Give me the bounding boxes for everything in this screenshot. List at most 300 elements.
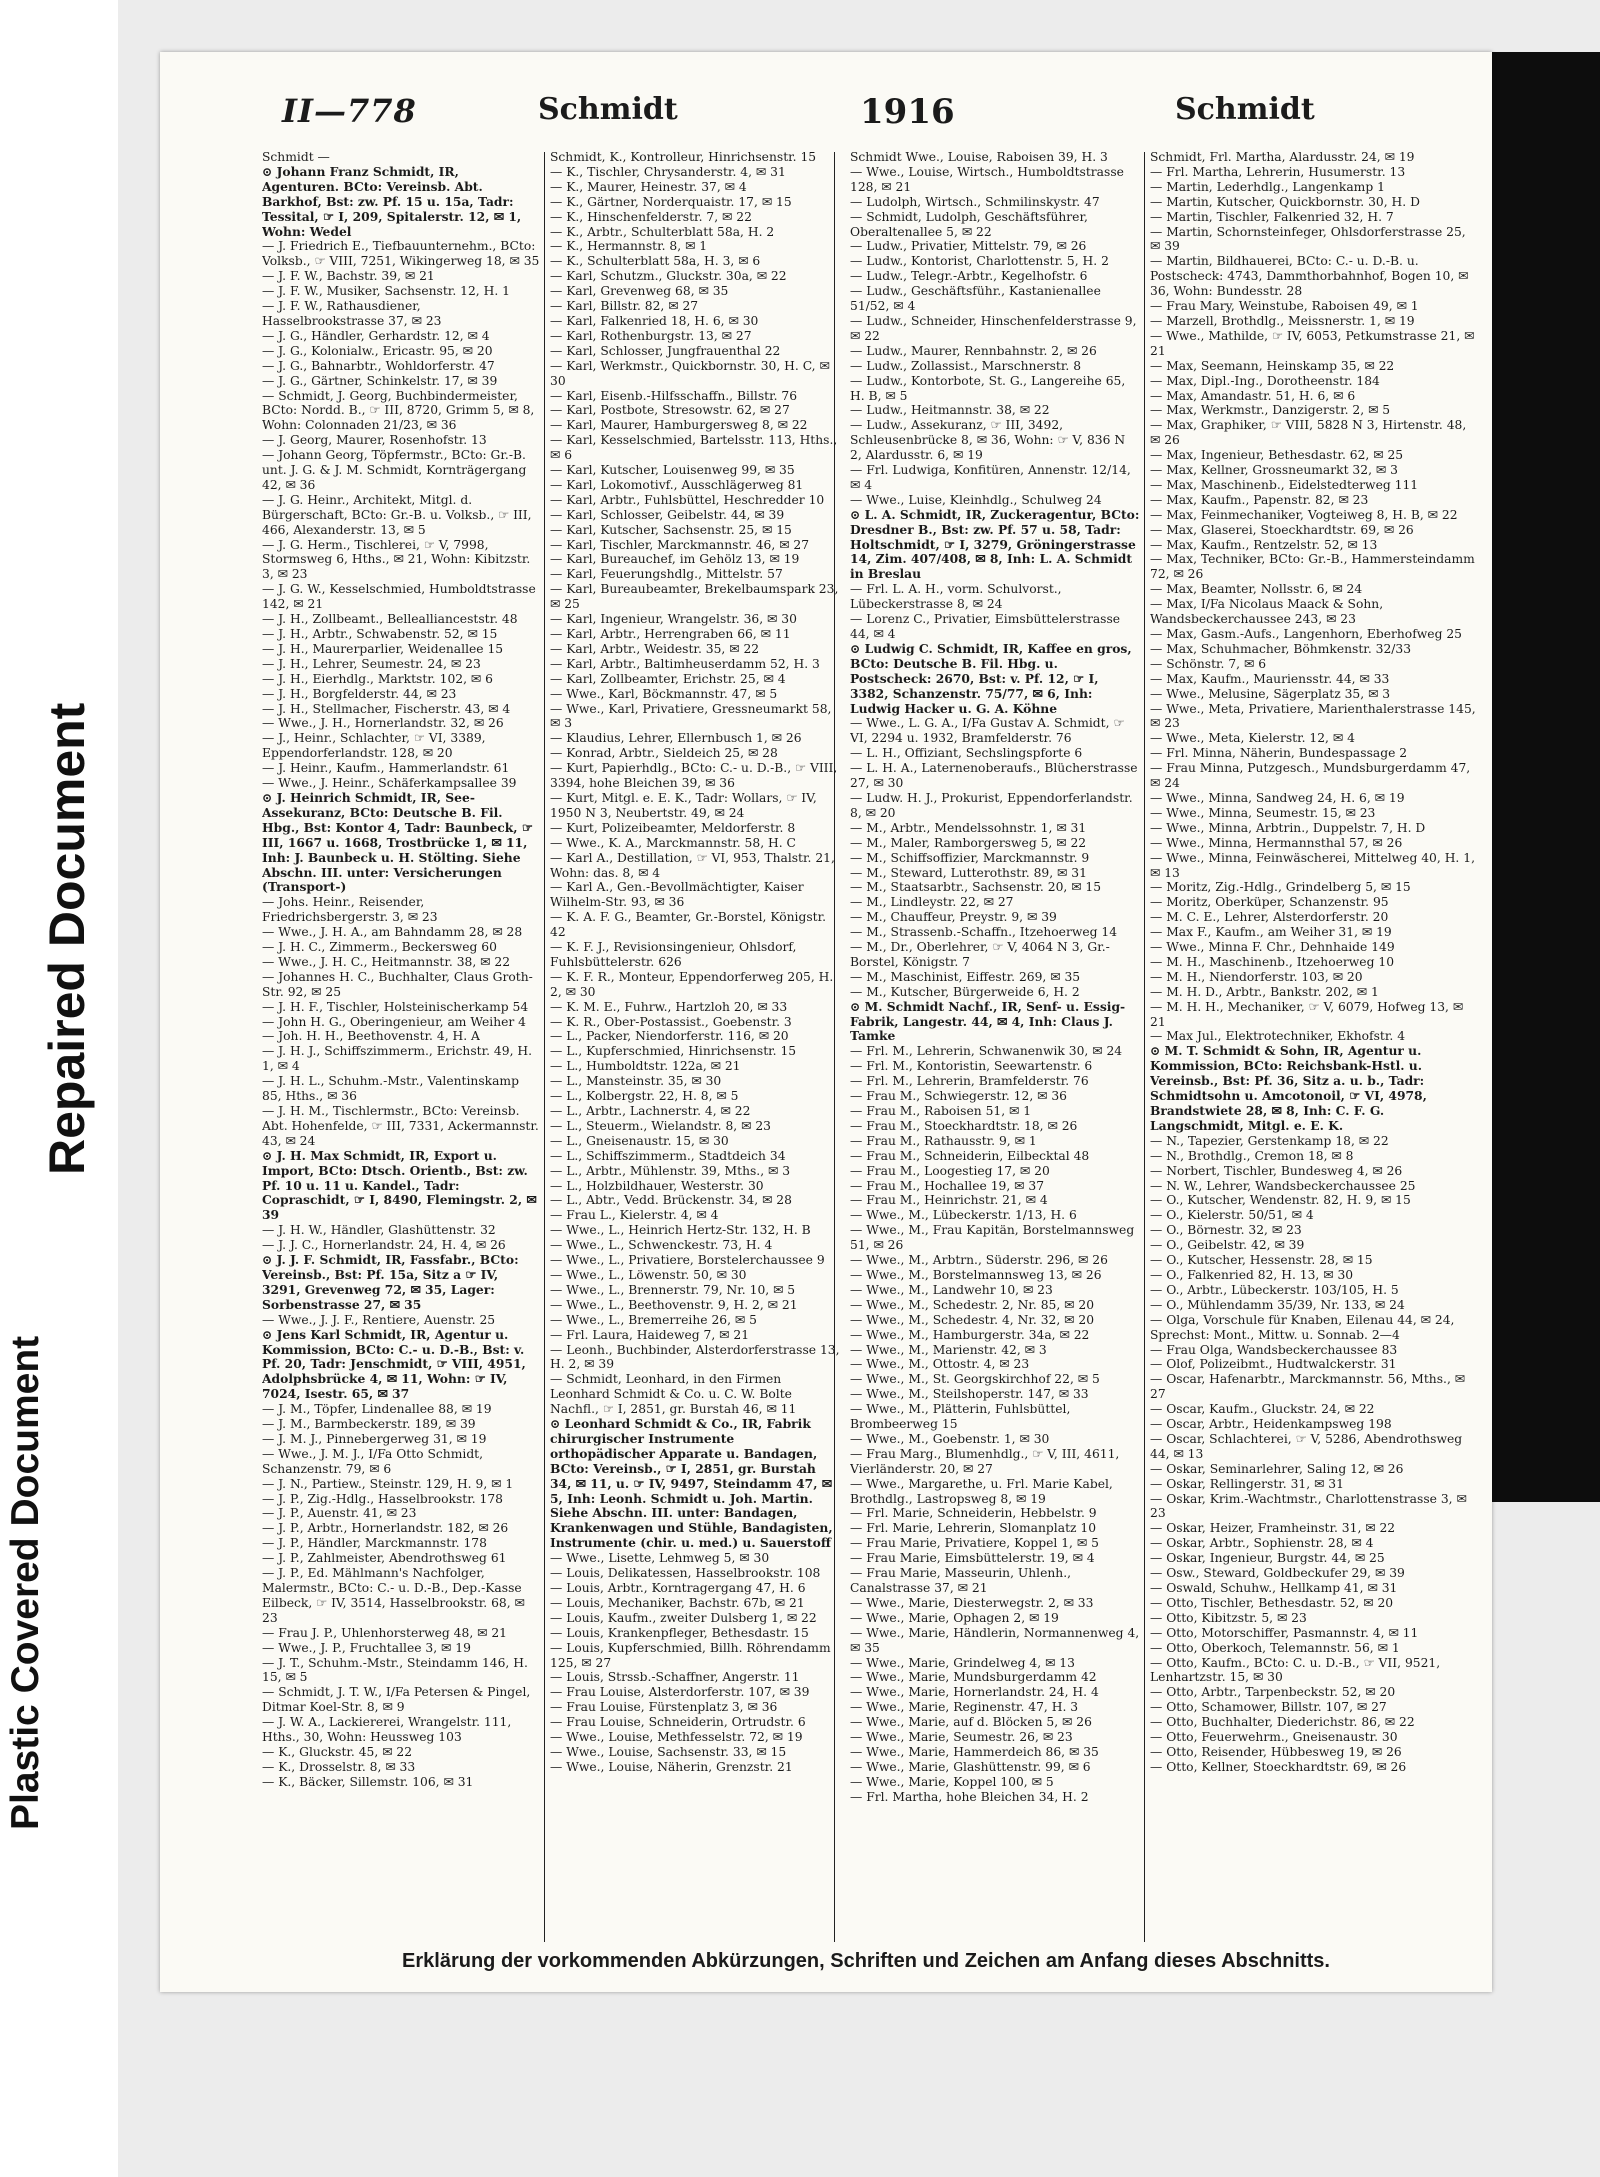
directory-entry: — Wwe., Lisette, Lehmweg 5, ✉ 30 xyxy=(550,1551,770,1566)
directory-entry: — Wwe., M., Hamburgerstr. 34a, ✉ 22 xyxy=(850,1327,1090,1342)
directory-entry: — M., Steward, Lutterothstr. 89, ✉ 31 xyxy=(850,865,1087,880)
directory-entry: — M. H., Niendorferstr. 103, ✉ 20 xyxy=(1150,969,1363,984)
directory-entry: — Frau Louise, Schneiderin, Ortrudstr. 6 xyxy=(550,1715,806,1730)
directory-entry: — J. T., Schuhm.-Mstr., Steindamm 146, H. 15, ✉ 5 xyxy=(262,1655,528,1685)
directory-entry: — M., Staatsarbtr., Sachsenstr. 20, ✉ 15 xyxy=(850,880,1102,895)
directory-entry: — Oscar, Kaufm., Gluckstr. 24, ✉ 22 xyxy=(1150,1402,1375,1417)
directory-entry: — Otto, Feuerwehrm., Gneisenaustr. 30 xyxy=(1150,1730,1398,1745)
directory-entry: — Konrad, Arbtr., Sieldeich 25, ✉ 28 xyxy=(550,746,778,761)
directory-entry: — Max, Maschinenb., Eidelstedterweg 111 xyxy=(1150,477,1419,492)
directory-entry: Schmidt Wwe., Louise, Raboisen 39, H. 3 xyxy=(850,150,1108,164)
directory-entry: — Osw., Steward, Goldbeckufer 29, ✉ 39 xyxy=(1150,1566,1405,1581)
directory-entry: ⊙ J. Heinrich Schmidt, IR, See-Assekuranz, BCto: Deutsche B. Fil. Hbg., Bst: Kontor 4, Tadr: Baunbeck, ☞ III, 1667 u. 1668, Trostbrücke 1, ✉ 11, Inh: J. Baunbeck u. H. Stölting. Siehe Abschn. III. unter: Versicherungen (Transport-) xyxy=(262,789,533,895)
directory-entry: — Max, I/Fa Nicolaus Maack & Sohn, Wandsbeckerchaussee 243, ✉ 23 xyxy=(1150,597,1384,627)
directory-entry: — Wwe., M., St. Georgskirchhof 22, ✉ 5 xyxy=(850,1372,1100,1387)
directory-entry: — Otto, Schamower, Billstr. 107, ✉ 27 xyxy=(1150,1700,1387,1715)
directory-entry: — Karl, Rothenburgstr. 13, ✉ 27 xyxy=(550,328,752,343)
directory-entry: — L., Holzbildhauer, Westerstr. 30 xyxy=(550,1178,764,1193)
directory-entry: — Schönstr. 7, ✉ 6 xyxy=(1150,656,1267,671)
directory-entry: — J. Heinr., Kaufm., Hammerlandstr. 61 xyxy=(262,761,510,776)
directory-entry: — Max, Kaufm., Rentzelstr. 52, ✉ 13 xyxy=(1150,537,1378,552)
directory-entry: — Wwe., Margarethe, u. Frl. Marie Kabel, Brothdlg., Lastropsweg 8, ✉ 19 xyxy=(850,1476,1113,1506)
directory-entry: — Karl, Falkenried 18, H. 6, ✉ 30 xyxy=(550,313,759,328)
directory-entry: — Wwe., L., Brennerstr. 79, Nr. 10, ✉ 5 xyxy=(550,1282,796,1297)
directory-entry: — Wwe., Mathilde, ☞ IV, 6053, Petkumstrasse 21, ✉ 21 xyxy=(1150,328,1475,358)
directory-entry: — Frau L., Kielerstr. 4, ✉ 4 xyxy=(550,1208,719,1223)
directory-entry: — J. H., Zollbeamt., Belleallianceststr. 48 xyxy=(262,612,518,627)
directory-entry: — Kurt, Polizeibeamter, Meldorferstr. 8 xyxy=(550,820,796,835)
directory-entry: — Karl, Grevenweg 68, ✉ 35 xyxy=(550,284,729,299)
directory-entry: — Leonh., Buchbinder, Alsterdorferstrasse 13, H. 2, ✉ 39 xyxy=(550,1342,840,1372)
directory-entry: — J. P., Auenstr. 41, ✉ 23 xyxy=(262,1506,417,1521)
directory-entry: — Wwe., L. G. A., I/Fa Gustav A. Schmidt, ☞ VI, 2294 u. 1932, Bramfelderstr. 76 xyxy=(850,716,1125,746)
directory-entry: — Frl. Marie, Lehrerin, Slomanplatz 10 xyxy=(850,1521,1097,1536)
directory-entry: — J. Friedrich E., Tiefbauunternehm., BCto: Volksb., ☞ VIII, 7251, Wikingerweg 18, ✉ 35 xyxy=(262,239,540,269)
column-3 xyxy=(850,150,1140,1945)
directory-entry: — J. P., Arbtr., Hornerlandstr. 182, ✉ 26 xyxy=(262,1521,509,1536)
directory-entry: — Wwe., K. A., Marckmannstr. 58, H. C xyxy=(550,835,796,850)
directory-entry: — Ludw. H. J., Prokurist, Eppendorferlandstr. 8, ✉ 20 xyxy=(850,790,1133,820)
directory-entry: — Karl, Arbtr., Baltimheuserdamm 52, H. 3 xyxy=(550,656,820,671)
directory-entry: — Wwe., Louise, Wirtsch., Humboldtstrasse 128, ✉ 21 xyxy=(850,164,1124,194)
directory-entry: — Wwe., Marie, auf d. Blöcken 5, ✉ 26 xyxy=(850,1715,1092,1730)
directory-entry: — Karl, Werkmstr., Quickbornstr. 30, H. C, ✉ 30 xyxy=(550,358,830,388)
directory-entry: — Schmidt, J. Georg, Buchbindermeister, BCto: Nordd. B., ☞ III, 8720, Grimm 5, ✉ 8, Wohn: Colonnaden 21/23, ✉ 36 xyxy=(262,388,535,433)
directory-entry: — N., Brothdlg., Cremon 18, ✉ 8 xyxy=(1150,1148,1354,1163)
directory-entry: — L., Abtr., Vedd. Brückenstr. 34, ✉ 28 xyxy=(550,1193,792,1208)
directory-entry: — Ludw., Zollassist., Marschnerstr. 8 xyxy=(850,358,1082,373)
directory-entry: — Frl. Martha, hohe Bleichen 34, H. 2 xyxy=(850,1789,1089,1804)
directory-entry: — Frau M., Schneiderin, Eilbecktal 48 xyxy=(850,1148,1090,1163)
directory-entry: — Frl. Martha, Lehrerin, Husumerstr. 13 xyxy=(1150,164,1406,179)
directory-entry: — J. G. W., Kesselschmied, Humboldtstrasse 142, ✉ 21 xyxy=(262,582,536,612)
directory-entry: — Frau Marie, Privatiere, Koppel 1, ✉ 5 xyxy=(850,1536,1099,1551)
directory-entry: — L., Packer, Niendorferstr. 116, ✉ 20 xyxy=(550,1029,789,1044)
directory-entry: — Max, Amandastr. 51, H. 6, ✉ 6 xyxy=(1150,388,1356,403)
directory-entry: — John H. G., Oberingenieur, am Weiher 4 xyxy=(262,1014,526,1029)
directory-entry: — Wwe., Karl, Böckmannstr. 47, ✉ 5 xyxy=(550,686,778,701)
directory-entry: — O., Geibelstr. 42, ✉ 39 xyxy=(1150,1238,1305,1253)
directory-entry: — Karl, Zollbeamter, Erichstr. 25, ✉ 4 xyxy=(550,671,786,686)
directory-entry: — Max, Schuhmacher, Böhmkenstr. 32/33 xyxy=(1150,641,1412,656)
directory-entry: — Olga, Vorschule für Knaben, Eilenau 44, ✉ 24, Sprechst: Mont., Mittw. u. Sonnab. 2—4 xyxy=(1150,1312,1455,1342)
directory-entry: — Karl, Schlosser, Jungfrauenthal 22 xyxy=(550,343,781,358)
directory-entry: — Wwe., Melusine, Sägerplatz 35, ✉ 3 xyxy=(1150,686,1391,701)
directory-entry: — J. H. L., Schuhm.-Mstr., Valentinskamp 85, Hths., ✉ 36 xyxy=(262,1074,519,1104)
column-1 xyxy=(262,150,540,1945)
directory-entry: — Schmidt, Leonhard, in den Firmen Leonhard Schmidt & Co. u. C. W. Bolte Nachfl., ☞ I, 2851, gr. Burstah 46, ✉ 11 xyxy=(550,1372,797,1417)
directory-entry: — Wwe., Marie, Reginenstr. 47, H. 3 xyxy=(850,1700,1079,1715)
directory-entry: — Ludw., Kontorbote, St. G., Langereihe 65, H. B, ✉ 5 xyxy=(850,373,1126,403)
directory-entry: — Max, Kellner, Grossneumarkt 32, ✉ 3 xyxy=(1150,463,1398,478)
directory-entry: — Wwe., Marie, Händlerin, Normannenweg 4, ✉ 35 xyxy=(850,1625,1140,1655)
directory-entry: — Wwe., M., Goebenstr. 1, ✉ 30 xyxy=(850,1431,1050,1446)
directory-entry: — Wwe., Minna, Sandweg 24, H. 6, ✉ 19 xyxy=(1150,790,1405,805)
directory-entry: — M., Dr., Oberlehrer, ☞ V, 4064 N 3, Gr.-Borstel, Königstr. 7 xyxy=(850,940,1110,969)
directory-entry: — Max, Techniker, BCto: Gr.-B., Hammersteindamm 72, ✉ 26 xyxy=(1150,552,1475,582)
directory-entry: — Johannes H. C., Buchhalter, Claus Groth-Str. 92, ✉ 25 xyxy=(262,969,533,999)
directory-entry: — Frl. M., Kontoristin, Seewartenstr. 6 xyxy=(850,1059,1093,1074)
directory-entry: — Kurt, Mitgl. e. E. K., Tadr: Wollars, ☞ IV, 1950 N 3, Neubertstr. 49, ✉ 24 xyxy=(550,790,817,820)
abbreviation-footnote: Erklärung der vorkommenden Abkürzungen, Schriften und Zeichen am Anfang dieses Abschnitts. xyxy=(402,1950,1330,1972)
directory-entry: — Oskar, Krim.-Wachtmstr., Charlottenstrasse 3, ✉ 23 xyxy=(1150,1491,1467,1521)
directory-entry: — Wwe., J. M. J., I/Fa Otto Schmidt, Schanzenstr. 79, ✉ 6 xyxy=(262,1446,484,1476)
directory-entry: — Frl. Marie, Schneiderin, Hebbelstr. 9 xyxy=(850,1506,1097,1521)
directory-entry: — Karl, Arbtr., Weidestr. 35, ✉ 22 xyxy=(550,641,760,656)
directory-entry: — Oscar, Arbtr., Heidenkampsweg 198 xyxy=(1150,1417,1392,1432)
directory-entry: — Max, Beamter, Nollsstr. 6, ✉ 24 xyxy=(1150,582,1363,597)
directory-entry: — Karl, Lokomotivf., Ausschlägerweg 81 xyxy=(550,477,804,492)
directory-entry: — Frl. Ludwiga, Konfitüren, Annenstr. 12/14, ✉ 4 xyxy=(850,463,1131,492)
directory-entry: — K., Gluckstr. 45, ✉ 22 xyxy=(262,1744,413,1759)
directory-entry: — Lorenz C., Privatier, Eimsbüttelerstrasse 44, ✉ 4 xyxy=(850,612,1121,641)
directory-entry: — Martin, Tischler, Falkenried 32, H. 7 xyxy=(1150,209,1394,224)
directory-entry: — J. P., Zig.-Hdlg., Hasselbrookstr. 178 xyxy=(262,1491,504,1506)
directory-entry: — Frau J. P., Uhlenhorsterweg 48, ✉ 21 xyxy=(262,1625,508,1640)
directory-entry: — J. H., Borgfelderstr. 44, ✉ 23 xyxy=(262,686,457,701)
directory-entry: — J. G., Kolonialw., Ericastr. 95, ✉ 20 xyxy=(262,343,493,358)
directory-entry: — Max, Seemann, Heinskamp 35, ✉ 22 xyxy=(1150,358,1395,373)
column-4 xyxy=(1150,150,1478,1945)
directory-entry: — Norbert, Tischler, Bundesweg 4, ✉ 26 xyxy=(1150,1163,1403,1178)
directory-entry: — L., Kolbergstr. 22, H. 8, ✉ 5 xyxy=(550,1089,739,1104)
directory-entry: — K., Maurer, Heinestr. 37, ✉ 4 xyxy=(550,179,747,194)
directory-entry: Schmidt, Frl. Martha, Alardusstr. 24, ✉ 19 xyxy=(1150,150,1415,164)
scan-edge-strip xyxy=(1490,52,1600,1502)
directory-entry: — J. M., Töpfer, Lindenallee 88, ✉ 19 xyxy=(262,1402,492,1417)
directory-entry: — Ludw., Assekuranz, ☞ III, 3492, Schleusenbrücke 8, ✉ 36, Wohn: ☞ V, 836 N 2, Alardusstr. 6, ✉ 19 xyxy=(850,418,1126,463)
directory-entry: — Max, Werkmstr., Danzigerstr. 2, ✉ 5 xyxy=(1150,403,1391,418)
directory-entry: — Schmidt, J. T. W., I/Fa Petersen & Pingel, Ditmar Koel-Str. 8, ✉ 9 xyxy=(262,1685,531,1715)
directory-entry: — Frau Minna, Putzgesch., Mundsburgerdamm 47, ✉ 24 xyxy=(1150,761,1471,791)
directory-entry: — Wwe., M., Arbtrn., Süderstr. 296, ✉ 26 xyxy=(850,1253,1108,1268)
directory-entry: — Max, Kaufm., Mauriensstr. 44, ✉ 33 xyxy=(1150,671,1390,686)
directory-entry: — K., Arbtr., Schulterblatt 58a, H. 2 xyxy=(550,224,775,239)
directory-entry: — Marzell, Brothdlg., Meissnerstr. 1, ✉ 19 xyxy=(1150,313,1415,328)
directory-entry: ⊙ Ludwig C. Schmidt, IR, Kaffee en gros, BCto: Deutsche B. Fil. Hbg. u. Postscheck: 2670, Bst: v. Pf. 12, ☞ I, 3382, Schanzenstr. 75/77, ✉ 6, Inh: Ludwig Hacker u. G. A. Köhne xyxy=(850,640,1132,716)
directory-entry: — L., Mansteinstr. 35, ✉ 30 xyxy=(550,1074,722,1089)
directory-entry: — L., Steuerm., Wielandstr. 8, ✉ 23 xyxy=(550,1118,771,1133)
directory-entry: — Klaudius, Lehrer, Ellernbusch 1, ✉ 26 xyxy=(550,731,802,746)
directory-entry: — L., Humboldtstr. 122a, ✉ 21 xyxy=(550,1059,741,1074)
directory-entry: — Karl, Kutscher, Louisenweg 99, ✉ 35 xyxy=(550,463,795,478)
directory-entry: — Wwe., M., Frau Kapitän, Borstelmannsweg 51, ✉ 26 xyxy=(850,1223,1135,1253)
directory-entry: — J. G. Heinr., Architekt, Mitgl. d. Bürgerschaft, BCto: Gr.-B. u. Volksb., ☞ III, 466, Alexanderstr. 13, ✉ 5 xyxy=(262,492,532,537)
directory-entry: — J. M. J., Pinnebergerweg 31, ✉ 19 xyxy=(262,1431,487,1446)
directory-entry: — Frl. M., Lehrerin, Schwanenwik 30, ✉ 24 xyxy=(850,1044,1123,1059)
directory-entry: — Otto, Motorschiffer, Pasmannstr. 4, ✉ 11 xyxy=(1150,1625,1419,1640)
directory-entry: — K. R., Ober-Postassist., Goebenstr. 3 xyxy=(550,1014,792,1029)
directory-entry: — J. G., Gärtner, Schinkelstr. 17, ✉ 39 xyxy=(262,373,498,388)
directory-entry: — Martin, Bildhauerei, BCto: C.- u. D.-B. u. Postscheck: 4743, Dammthorbahnhof, Bogen 10, ✉ 36, Wohn: Bundesstr. 28 xyxy=(1150,254,1469,299)
directory-entry: — Wwe., Louise, Methfesselstr. 72, ✉ 19 xyxy=(550,1730,803,1745)
directory-entry: — L. H. A., Laternenoberaufs., Blücherstrasse 27, ✉ 30 xyxy=(850,761,1138,791)
directory-entry: — Max F., Kaufm., am Weiher 31, ✉ 19 xyxy=(1150,925,1392,940)
directory-entry: — Wwe., J. J. F., Rentiere, Auenstr. 25 xyxy=(262,1312,496,1327)
directory-entry: — M., Strassenb.-Schaffn., Itzehoerweg 14 xyxy=(850,925,1118,940)
directory-entry: — Wwe., M., Plätterin, Fuhlsbüttel, Brombeerweg 15 xyxy=(850,1402,1071,1432)
directory-entry: — Wwe., Marie, Diesterwegstr. 2, ✉ 33 xyxy=(850,1595,1094,1610)
directory-entry: — Wwe., Minna, Hermannsthal 57, ✉ 26 xyxy=(1150,835,1403,850)
directory-entry: — Frl. Laura, Haideweg 7, ✉ 21 xyxy=(550,1327,750,1342)
directory-entry: ⊙ Johann Franz Schmidt, IR, Agenturen. BCto: Vereinsb. Abt. Barkhof, Bst: zw. Pf. 15 u. 15a, Tadr: Tessital, ☞ I, 209, Spitalerstr. 12, ✉ 1, Wohn: Wedel xyxy=(262,163,522,239)
directory-entry: — J. H., Lehrer, Seumestr. 24, ✉ 23 xyxy=(262,656,481,671)
directory-entry: — Wwe., Luise, Kleinhdlg., Schulweg 24 xyxy=(850,492,1102,507)
directory-entry: — Wwe., J. Heinr., Schäferkampsallee 39 xyxy=(262,776,517,791)
directory-entry: — Karl, Feuerungshdlg., Mittelstr. 57 xyxy=(550,567,783,582)
directory-entry: — Wwe., Marie, Grindelweg 4, ✉ 13 xyxy=(850,1655,1075,1670)
directory-entry: — Karl, Schlosser, Geibelstr. 44, ✉ 39 xyxy=(550,507,785,522)
directory-entry: — Wwe., Minna, Feinwäscherei, Mittelweg 40, H. 1, ✉ 13 xyxy=(1150,850,1475,880)
directory-entry: — Max, Kaufm., Papenstr. 82, ✉ 23 xyxy=(1150,492,1369,507)
directory-entry: — Wwe., M., Lübeckerstr. 1/13, H. 6 xyxy=(850,1208,1077,1223)
directory-entry: — Wwe., Marie, Ophagen 2, ✉ 19 xyxy=(850,1610,1059,1625)
directory-entry: — O., Falkenried 82, H. 13, ✉ 30 xyxy=(1150,1267,1354,1282)
directory-entry: — Ludw., Geschäftsführ., Kastanienallee 51/52, ✉ 4 xyxy=(850,284,1101,314)
directory-entry: — Frau Marg., Blumenhdlg., ☞ V, III, 4611, Vierländerstr. 20, ✉ 27 xyxy=(850,1446,1120,1476)
directory-entry: — Ludw., Schneider, Hinschenfelderstrasse 9, ✉ 22 xyxy=(850,313,1137,343)
directory-entry: — J. N., Partiew., Steinstr. 129, H. 9, ✉ 1 xyxy=(262,1476,514,1491)
header-name-right: Schmidt xyxy=(1175,92,1315,127)
directory-entry: — Wwe., L., Beethovenstr. 9, H. 2, ✉ 21 xyxy=(550,1297,798,1312)
directory-entry: — K. F. R., Monteur, Eppendorferweg 205, H. 2, ✉ 30 xyxy=(550,969,834,999)
directory-entry: — J. G. Herm., Tischlerei, ☞ V, 7998, Stormsweg 6, Hths., ✉ 21, Wohn: Kibitzstr. 3, ✉ 23 xyxy=(262,537,531,582)
directory-entry: — K. M. E., Fuhrw., Hartzloh 20, ✉ 33 xyxy=(550,999,788,1014)
directory-entry: — L., Kupferschmied, Hinrichsenstr. 15 xyxy=(550,1044,797,1059)
directory-entry: — Otto, Kibitzstr. 5, ✉ 23 xyxy=(1150,1610,1307,1625)
directory-entry: — Max, Glaserei, Stoeckhardtstr. 69, ✉ 26 xyxy=(1150,522,1414,537)
directory-entry: — Wwe., Marie, Koppel 100, ✉ 5 xyxy=(850,1774,1054,1789)
directory-entry: — J. H., Stellmacher, Fischerstr. 43, ✉ 4 xyxy=(262,701,511,716)
directory-entry: — Karl, Maurer, Hamburgersweg 8, ✉ 22 xyxy=(550,418,808,433)
directory-entry: — K. A. F. G., Beamter, Gr.-Borstel, Königstr. 42 xyxy=(550,910,827,940)
directory-columns xyxy=(262,150,1478,1945)
directory-entry: — Louis, Mechaniker, Bachstr. 67b, ✉ 21 xyxy=(550,1595,805,1610)
page-header xyxy=(160,92,1492,152)
directory-entry: — Frau Marie, Masseurin, Uhlenh., Canalstrasse 37, ✉ 21 xyxy=(850,1566,1072,1595)
directory-entry: — O., Kutscher, Hessenstr. 28, ✉ 15 xyxy=(1150,1253,1373,1268)
directory-entry: — J. W. A., Lackiererei, Wrangelstr. 111, Hths., 30, Wohn: Heussweg 103 xyxy=(262,1715,512,1745)
directory-entry: — J. F. W., Rathausdiener, Hasselbrookstrasse 37, ✉ 23 xyxy=(262,299,442,328)
directory-entry: — Frau M., Schwiegerstr. 12, ✉ 36 xyxy=(850,1089,1068,1104)
directory-entry: ⊙ Jens Karl Schmidt, IR, Agentur u. Kommission, BCto: C.- u. D.-B., Bst: v. Pf. 20, Tadr: Jenschmidt, ☞ VIII, 4951, Adolphsbrücke 4, ✉ 11, Wohn: ☞ IV, 7024, Isestr. 65, ✉ 37 xyxy=(262,1326,526,1402)
directory-entry: — Max Jul., Elektrotechniker, Ekhofstr. 4 xyxy=(1150,1029,1406,1044)
directory-entry: — Wwe., Marie, Glashüttenstr. 99, ✉ 6 xyxy=(850,1759,1091,1774)
directory-entry: — Wwe., M., Borstelmannsweg 13, ✉ 26 xyxy=(850,1267,1102,1282)
directory-entry: — Wwe., J. P., Fruchtallee 3, ✉ 19 xyxy=(262,1640,471,1655)
directory-entry: — Wwe., Louise, Näherin, Grenzstr. 21 xyxy=(550,1759,793,1774)
directory-entry: — Wwe., M., Steilshoperstr. 147, ✉ 33 xyxy=(850,1387,1089,1402)
directory-entry: — Wwe., L., Schwenckestr. 73, H. 4 xyxy=(550,1238,773,1253)
directory-entry: — K., Bäcker, Sillemstr. 106, ✉ 31 xyxy=(262,1774,474,1789)
directory-entry: — K., Tischler, Chrysanderstr. 4, ✉ 31 xyxy=(550,164,786,179)
directory-entry: — K., Schulterblatt 58a, H. 3, ✉ 6 xyxy=(550,254,761,269)
directory-entry: — Ludw., Privatier, Mittelstr. 79, ✉ 26 xyxy=(850,239,1087,254)
directory-entry: — Karl A., Destillation, ☞ VI, 953, Thalstr. 21, Wohn: das. 8, ✉ 4 xyxy=(550,850,835,880)
directory-entry: — K., Drosselstr. 8, ✉ 33 xyxy=(262,1759,416,1774)
directory-entry: — Frl. Minna, Näherin, Bundespassage 2 xyxy=(1150,746,1408,761)
directory-entry: — Frau Louise, Alsterdorferstr. 107, ✉ 39 xyxy=(550,1685,810,1700)
directory-entry: — Oswald, Schuhw., Hellkamp 41, ✉ 31 xyxy=(1150,1581,1398,1595)
directory-entry: Schmidt — xyxy=(262,150,330,164)
directory-entry: ⊙ J. J. F. Schmidt, IR, Fassfabr., BCto: Vereinsb., Bst: Pf. 15a, Sitz a ☞ IV, 3291, Grevenweg 72, ✉ 35, Lager: Sorbenstrasse 27, ✉ 35 xyxy=(262,1252,519,1312)
directory-entry: — Wwe., Meta, Privatiere, Marienthalerstrasse 145, ✉ 23 xyxy=(1150,701,1476,731)
directory-entry: — Otto, Kaufm., BCto: C. u. D.-B., ☞ VII, 9521, Lenhartzstr. 15, ✉ 30 xyxy=(1150,1655,1441,1685)
directory-entry: — Karl, Arbtr., Fuhlsbüttel, Heschredder 10 xyxy=(550,492,825,507)
directory-entry: — M., Chauffeur, Preystr. 9, ✉ 39 xyxy=(850,910,1057,925)
directory-entry: — Karl, Billstr. 82, ✉ 27 xyxy=(550,299,699,314)
directory-entry: — Karl, Schutzm., Gluckstr. 30a, ✉ 22 xyxy=(550,269,787,284)
directory-entry: — Louis, Krankenpfleger, Bethesdastr. 15 xyxy=(550,1625,809,1640)
column-2 xyxy=(550,150,840,1945)
directory-entry: — L., Arbtr., Mühlenstr. 39, Mths., ✉ 3 xyxy=(550,1163,791,1178)
directory-entry: — Louis, Delikatessen, Hasselbrookstr. 108 xyxy=(550,1566,821,1581)
directory-entry: — Wwe., Karl, Privatiere, Gressneumarkt 58, ✉ 3 xyxy=(550,701,832,731)
header-name-left: Schmidt xyxy=(538,92,678,127)
directory-entry: — L., Schiffszimmerm., Stadtdeich 34 xyxy=(550,1148,786,1163)
directory-entry: — J. H. M., Tischlermstr., BCto: Vereinsb. Abt. Hohenfelde, ☞ III, 7331, Ackermannstr. 43, ✉ 24 xyxy=(262,1104,539,1148)
directory-entry: — Otto, Reisender, Hübbesweg 19, ✉ 26 xyxy=(1150,1744,1402,1759)
directory-entry: — Frau M., Loogestieg 17, ✉ 20 xyxy=(850,1163,1050,1178)
directory-entry: — Max, Gasm.-Aufs., Langenhorn, Eberhofweg 25 xyxy=(1150,627,1462,641)
directory-entry: — Otto, Tischler, Bethesdastr. 52, ✉ 20 xyxy=(1150,1595,1394,1610)
directory-entry: — Wwe., Meta, Kielerstr. 12, ✉ 4 xyxy=(1150,731,1355,746)
directory-entry: — J. F. W., Bachstr. 39, ✉ 21 xyxy=(262,269,435,284)
directory-entry: — L. H., Offiziant, Sechslingspforte 6 xyxy=(850,746,1083,761)
directory-entry: ⊙ J. H. Max Schmidt, IR, Export u. Import, BCto: Dtsch. Orientb., Bst: zw. Pf. 10 u. 11 u. Kandel., Tadr: Copraschidt, ☞ I, 8490, Flemingstr. 2, ✉ 39 xyxy=(262,1147,537,1223)
directory-entry: — Max, Feinmechaniker, Vogteiweg 8, H. B, ✉ 22 xyxy=(1150,507,1458,522)
directory-entry: — Oscar, Schlachterei, ☞ V, 5286, Abendrothsweg 44, ✉ 13 xyxy=(1150,1431,1463,1461)
directory-entry: — Oskar, Arbtr., Sophienstr. 28, ✉ 4 xyxy=(1150,1536,1374,1551)
directory-page xyxy=(160,52,1492,1992)
directory-entry: — Louis, Strssb.-Schaffner, Angerstr. 11 xyxy=(550,1670,800,1685)
directory-entry: — Karl, Bureaubeamter, Brekelbaumspark 23, ✉ 25 xyxy=(550,582,839,612)
directory-entry: — J. H., Arbtr., Schwabenstr. 52, ✉ 15 xyxy=(262,627,498,641)
directory-entry: — Karl, Kesselschmied, Bartelsstr. 113, Hths., ✉ 6 xyxy=(550,433,838,463)
directory-entry: — J., Heinr., Schlachter, ☞ VI, 3389, Eppendorferlandstr. 128, ✉ 20 xyxy=(262,731,486,761)
directory-entry: — L., Arbtr., Lachnerstr. 4, ✉ 22 xyxy=(550,1104,751,1118)
directory-entry: — Frau Marie, Eimsbüttelerstr. 19, ✉ 4 xyxy=(850,1551,1095,1566)
directory-entry: — N. W., Lehrer, Wandsbeckerchaussee 25 xyxy=(1150,1178,1416,1193)
directory-entry: — Wwe., J. H., Hornerlandstr. 32, ✉ 26 xyxy=(262,716,504,731)
directory-entry: — J. H. J., Schiffszimmerm., Erichstr. 49, H. 1, ✉ 4 xyxy=(262,1044,533,1074)
directory-entry: — J. G., Händler, Gerhardstr. 12, ✉ 4 xyxy=(262,328,490,343)
directory-entry: — Karl, Tischler, Marckmannstr. 46, ✉ 27 xyxy=(550,537,810,552)
directory-entry: — J. G., Bahnarbtr., Wohldorferstr. 47 xyxy=(262,358,495,373)
directory-entry: — Wwe., Marie, Seumestr. 26, ✉ 23 xyxy=(850,1730,1073,1745)
directory-entry: — Wwe., J. H. A., am Bahndamm 28, ✉ 28 xyxy=(262,925,523,940)
directory-entry: — K., Gärtner, Norderquaistr. 17, ✉ 15 xyxy=(550,194,792,209)
directory-entry: — Karl, Ingenieur, Wrangelstr. 36, ✉ 30 xyxy=(550,612,797,627)
directory-entry: — Wwe., L., Bremerreihe 26, ✉ 5 xyxy=(550,1312,757,1327)
directory-entry: — Wwe., J. H. C., Heitmannstr. 38, ✉ 22 xyxy=(262,954,511,969)
directory-entry: — Wwe., M., Schedestr. 4, Nr. 32, ✉ 20 xyxy=(850,1312,1095,1327)
directory-entry: — Johs. Heinr., Reisender, Friedrichsbergerstr. 3, ✉ 23 xyxy=(262,895,438,925)
directory-entry: — O., Börnestr. 32, ✉ 23 xyxy=(1150,1223,1302,1238)
directory-entry: — Oskar, Ingenieur, Burgstr. 44, ✉ 25 xyxy=(1150,1551,1385,1566)
directory-entry: ⊙ M. Schmidt Nachf., IR, Senf- u. Essig-Fabrik, Langestr. 44, ✉ 4, Inh: Claus J. Tamke xyxy=(850,998,1126,1044)
directory-entry: — N., Tapezier, Gerstenkamp 18, ✉ 22 xyxy=(1150,1133,1389,1148)
directory-entry: — M. H., Maschinenb., Itzehoerweg 10 xyxy=(1150,954,1395,969)
directory-entry: — Karl, Arbtr., Herrengraben 66, ✉ 11 xyxy=(550,627,791,641)
directory-entry: — Max, Dipl.-Ing., Dorotheenstr. 184 xyxy=(1150,373,1380,388)
directory-entry: — Martin, Kutscher, Quickbornstr. 30, H. D xyxy=(1150,194,1420,209)
directory-entry: — Frau M., Hochallee 19, ✉ 37 xyxy=(850,1178,1045,1193)
directory-entry: — Otto, Kellner, Stoeckhardtstr. 69, ✉ 26 xyxy=(1150,1759,1407,1774)
directory-entry: — O., Arbtr., Lübeckerstr. 103/105, H. 5 xyxy=(1150,1282,1399,1297)
directory-entry: — Wwe., Marie, Mundsburgerdamm 42 xyxy=(850,1670,1097,1685)
directory-entry: — Wwe., Marie, Hammerdeich 86, ✉ 35 xyxy=(850,1744,1099,1759)
directory-entry: ⊙ L. A. Schmidt, IR, Zuckeragentur, BCto: Dresdner B., Bst: zw. Pf. 57 u. 58, Tadr: Holtschmidt, ☞ I, 3279, Gröningerstrasse 14, Zim. 407/408, ✉ 8, Inh: L. A. Schmidt in Breslau xyxy=(850,506,1140,582)
directory-entry: — Karl A., Gen.-Bevollmächtigter, Kaiser Wilhelm-Str. 93, ✉ 36 xyxy=(550,880,804,910)
directory-entry: ⊙ M. T. Schmidt & Sohn, IR, Agentur u. Kommission, BCto: Reichsbank-Hstl. u. Vereinsb., Bst: Pf. 36, Sitz a. u. b., Tadr: Schmidtsohn u. Amcotonoil, ☞ VI, 4978, Brandstwiete 28, ✉ 8, Inh: C. F. G. Langschmidt, Mitgl. e. E. K. xyxy=(1150,1043,1427,1133)
directory-entry: — J. H. C., Zimmerm., Beckersweg 60 xyxy=(262,940,497,955)
directory-entry: — Wwe., M., Marienstr. 42, ✉ 3 xyxy=(850,1342,1047,1357)
directory-entry: — L., Gneisenaustr. 15, ✉ 30 xyxy=(550,1133,729,1148)
plastic-covered-label: Plastic Covered Document xyxy=(4,1335,47,1830)
directory-entry: — Moritz, Zig.-Hdlg., Grindelberg 5, ✉ 15 xyxy=(1150,880,1411,895)
directory-entry: ⊙ Leonhard Schmidt & Co., IR, Fabrik chirurgischer Instrumente orthopädischer Apparate u. Bandagen, BCto: Vereinsb., ☞ I, 2851, gr. Burstah 34, ✉ 11, u. ☞ IV, 9497, Steindamm 47, ✉ 5, Inh: Leonh. Schmidt u. Joh. Martin. Siehe Abschn. III. unter: Bandagen, Krankenwagen und Stühle, Bandagisten, Instrumente (chir. u. med.) u. Sauerstoff xyxy=(550,1416,833,1551)
directory-entry: — Oskar, Seminarlehrer, Saling 12, ✉ 26 xyxy=(1150,1461,1404,1476)
directory-entry: — Ludw., Kontorist, Charlottenstr. 5, H. 2 xyxy=(850,254,1109,269)
directory-entry: — M., Maler, Ramborgersweg 5, ✉ 22 xyxy=(850,835,1087,850)
directory-entry: — M. H. H., Mechaniker, ☞ V, 6079, Hofweg 13, ✉ 21 xyxy=(1150,999,1464,1029)
directory-entry: — J. P., Ed. Mählmann's Nachfolger, Malermstr., BCto: C.- u. D.-B., Dep.-Kasse Eilbeck, ☞ IV, 3514, Hasselbrookstr. 68, ✉ 23 xyxy=(262,1566,525,1625)
directory-entry: — Oskar, Heizer, Framheinstr. 31, ✉ 22 xyxy=(1150,1521,1396,1536)
directory-entry: — Wwe., L., Privatiere, Borstelerchaussee 9 xyxy=(550,1253,825,1268)
directory-entry: — Wwe., M., Landwehr 10, ✉ 23 xyxy=(850,1282,1053,1297)
directory-entry: — Ludw., Heitmannstr. 38, ✉ 22 xyxy=(850,403,1050,418)
directory-entry: — Frl. M., Lehrerin, Bramfelderstr. 76 xyxy=(850,1074,1089,1089)
directory-entry: — Karl, Bureauchef, im Gehölz 13, ✉ 19 xyxy=(550,552,800,567)
directory-entry: — J. P., Zahlmeister, Abendrothsweg 61 xyxy=(262,1551,507,1566)
directory-entry: — J. F. W., Musiker, Sachsenstr. 12, H. 1 xyxy=(262,284,510,299)
directory-entry: — Otto, Oberkoch, Telemannstr. 56, ✉ 1 xyxy=(1150,1640,1400,1655)
directory-entry: — Oskar, Rellingerstr. 31, ✉ 31 xyxy=(1150,1476,1344,1491)
directory-entry: — M. C. E., Lehrer, Alsterdorferstr. 20 xyxy=(1150,910,1389,925)
directory-entry: — Frau Mary, Weinstube, Raboisen 49, ✉ 1 xyxy=(1150,299,1419,314)
directory-entry: — Max, Graphiker, ☞ VIII, 5828 N 3, Hirtenstr. 48, ✉ 26 xyxy=(1150,418,1467,448)
directory-entry: — Oscar, Hafenarbtr., Marckmannstr. 56, Mths., ✉ 27 xyxy=(1150,1372,1466,1402)
directory-entry: Schmidt, K., Kontrolleur, Hinrichsenstr. 15 xyxy=(550,150,817,164)
directory-entry: — Frl. L. A. H., vorm. Schulvorst., Lübeckerstrasse 8, ✉ 24 xyxy=(850,582,1062,612)
directory-entry: — J. J. C., Hornerlandstr. 24, H. 4, ✉ 26 xyxy=(262,1238,506,1253)
directory-entry: — Frau M., Heinrichstr. 21, ✉ 4 xyxy=(850,1193,1048,1208)
directory-entry: — Wwe., L., Löwenstr. 50, ✉ 30 xyxy=(550,1267,747,1282)
directory-entry: — Otto, Buchhalter, Diederichstr. 86, ✉ 22 xyxy=(1150,1715,1415,1730)
directory-entry: — J. H., Eierhdlg., Marktstr. 102, ✉ 6 xyxy=(262,671,493,686)
directory-entry: — M., Schiffsoffizier, Marckmannstr. 9 xyxy=(850,850,1090,865)
directory-entry: — Wwe., Minna, Arbtrin., Duppelstr. 7, H. D xyxy=(1150,820,1426,835)
directory-entry: — Johann Georg, Töpfermstr., BCto: Gr.-B. unt. J. G. & J. M. Schmidt, Kornträgergang 42, ✉ 36 xyxy=(262,448,527,492)
directory-entry: — Wwe., L., Heinrich Hertz-Str. 132, H. B xyxy=(550,1223,811,1238)
directory-entry: — M., Kutscher, Bürgerweide 6, H. 2 xyxy=(850,984,1080,999)
header-year: 1916 xyxy=(860,92,955,132)
directory-entry: — O., Kielerstr. 50/51, ✉ 4 xyxy=(1150,1208,1314,1223)
directory-entry: — Ludolph, Wirtsch., Schmilinskystr. 47 xyxy=(850,194,1100,209)
page-number: II—778 xyxy=(282,92,417,130)
directory-entry: — Ludw., Maurer, Rennbahnstr. 2, ✉ 26 xyxy=(850,343,1097,358)
directory-entry: — Ludw., Telegr.-Arbtr., Kegelhofstr. 6 xyxy=(850,269,1088,284)
directory-entry: — Wwe., M., Schedestr. 2, Nr. 85, ✉ 20 xyxy=(850,1297,1095,1312)
directory-entry: — Louis, Arbtr., Korntragergang 47, H. 6 xyxy=(550,1581,806,1595)
directory-entry: — K., Hinschenfelderstr. 7, ✉ 22 xyxy=(550,209,752,224)
directory-entry: — J. Georg, Maurer, Rosenhofstr. 13 xyxy=(262,433,487,448)
directory-entry: — O., Mühlendamm 35/39, Nr. 133, ✉ 24 xyxy=(1150,1297,1405,1312)
directory-entry: — J. H. F., Tischler, Holsteinischerkamp 54 xyxy=(262,999,529,1014)
directory-entry: — Kurt, Papierhdlg., BCto: C.- u. D.-B., ☞ VIII, 3394, hohe Bleichen 39, ✉ 36 xyxy=(550,761,838,791)
directory-entry: — Otto, Arbtr., Tarpenbeckstr. 52, ✉ 20 xyxy=(1150,1685,1396,1700)
